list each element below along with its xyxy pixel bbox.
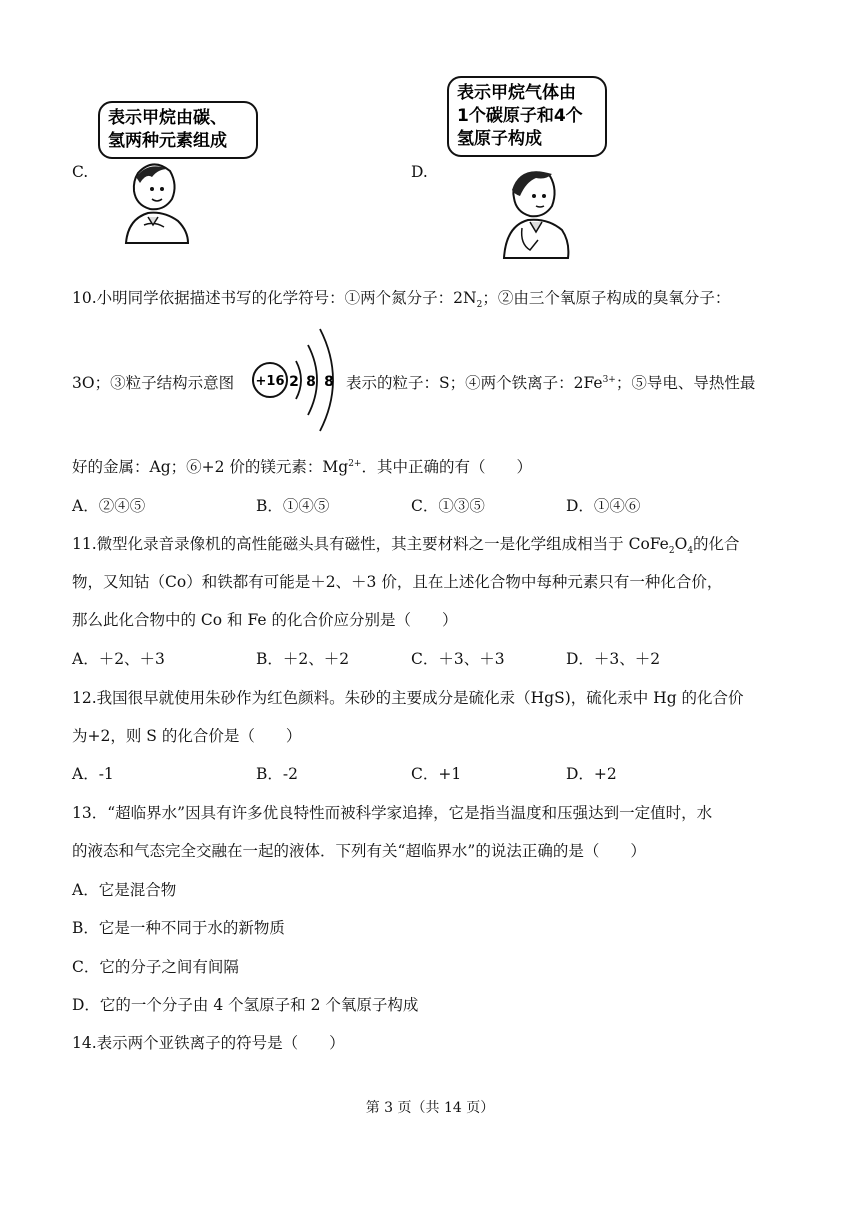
nucleus-charge: +16	[255, 374, 285, 389]
q10-line-2-text: ；⑤导电、导热性最	[615, 374, 756, 392]
q10-line-2-text: 表示的粒子：S；④两个铁离子：2Fe	[346, 374, 603, 392]
q10-line-2a: 3O；③粒子结构示意图	[72, 374, 235, 392]
q14-line-1: 14.表示两个亚铁离子的符号是（ ）	[72, 1034, 345, 1052]
q9-option-d-bubble-line: 表示甲烷气体由	[457, 83, 576, 103]
q13-line-2: 的液态和气态完全交融在一起的液体．下列有关“超临界水”的说法正确的是（ ）	[72, 842, 646, 860]
q11-line-1-text: 11.微型化录音录像机的高性能磁头具有磁性，其主要材料之一是化学组成相当于 CoFe	[72, 535, 669, 553]
q13-option-a: A．它是混合物	[72, 881, 177, 899]
shell-electrons-3: 8	[324, 374, 334, 390]
q12-line-1: 12.我国很早就使用朱砂作为红色颜料。朱砂的主要成分是硫化汞（HgS)，硫化汞中 Hg 的化合价	[72, 689, 744, 707]
shell-electrons-2: 8	[306, 374, 316, 390]
q9-option-d-bubble	[447, 76, 607, 157]
q11-line-3: 那么此化合物中的 Co 和 Fe 的化合价应分别是（ ）	[72, 611, 458, 629]
q10-option-c: C．①③⑤	[411, 497, 485, 515]
q11-option-a: A．＋2、＋3	[72, 650, 165, 668]
q11-line-1	[72, 532, 740, 556]
superscript: 2+	[348, 458, 362, 469]
page-footer: 第 3 页（共 14 页）	[365, 1100, 495, 1116]
q10-line-1-text: 10.小明同学依据描述书写的化学符号：①两个氮分子：2N	[72, 289, 477, 307]
q13-option-d: D．它的一个分子由 4 个氢原子和 2 个氧原子构成	[72, 996, 419, 1014]
shell-electrons-1: 2	[289, 374, 299, 390]
q10-line-2b	[346, 371, 755, 393]
q13-option-c: C．它的分子之间有间隔	[72, 958, 239, 976]
q11-line-1-text: O	[674, 535, 688, 553]
q9-option-c-bubble	[98, 101, 258, 159]
q11-option-c: C．＋3、＋3	[411, 650, 505, 668]
subscript: 4	[687, 546, 694, 557]
q13-option-b: B．它是一种不同于水的新物质	[72, 919, 285, 937]
q9-option-c-bubble-line: 氢两种元素组成	[108, 131, 227, 151]
q12-option-c: C．+1	[411, 765, 462, 783]
q10-line-3	[72, 455, 532, 477]
q12-option-b: B．-2	[256, 765, 298, 783]
q12-option-d: D．+2	[566, 765, 617, 783]
subscript: 2	[476, 300, 483, 311]
q10-option-d: D．①④⑥	[566, 497, 641, 515]
q11-line-2: 物，又知钴（Co）和铁都有可能是＋2、＋3 价，且在上述化合物中每种元素只有一种化合价，	[72, 573, 723, 591]
atom-structure-diagram	[250, 323, 350, 433]
q11-option-b: B．＋2、＋2	[256, 650, 350, 668]
q10-line-1	[72, 286, 730, 310]
superscript: 3+	[602, 374, 616, 385]
q10-option-a: A．②④⑤	[72, 497, 146, 515]
q9-option-d-bubble-line: 1个碳原子和4个	[457, 106, 583, 126]
q9-option-d-bubble-line: 氢原子构成	[457, 129, 542, 149]
q10-option-b: B．①④⑤	[256, 497, 330, 515]
q11-option-d: D．＋3、＋2	[566, 650, 661, 668]
boy-figure-icon	[490, 160, 580, 260]
q10-line-3-text: ．其中正确的有（ ）	[361, 458, 532, 476]
q12-option-a: A．-1	[72, 765, 114, 783]
q9-option-d-letter: D.	[411, 163, 428, 181]
q13-line-1: 13．“超临界水”因具有许多优良特性而被科学家追捧，它是指当温度和压强达到一定值时，水	[72, 804, 713, 822]
q9-option-c-bubble-line: 表示甲烷由碳、	[108, 108, 227, 128]
q9-option-c-letter: C.	[72, 163, 89, 181]
subscript: 2	[668, 546, 675, 557]
q12-line-2: 为+2，则 S 的化合价是（ ）	[72, 727, 302, 745]
girl-figure-icon	[108, 155, 198, 245]
q11-line-1-text: 的化合	[693, 535, 740, 553]
q10-line-3-text: 好的金属：Ag；⑥+2 价的镁元素：Mg	[72, 458, 349, 476]
q10-line-1-text: ；②由三个氧原子构成的臭氧分子：	[482, 289, 731, 307]
